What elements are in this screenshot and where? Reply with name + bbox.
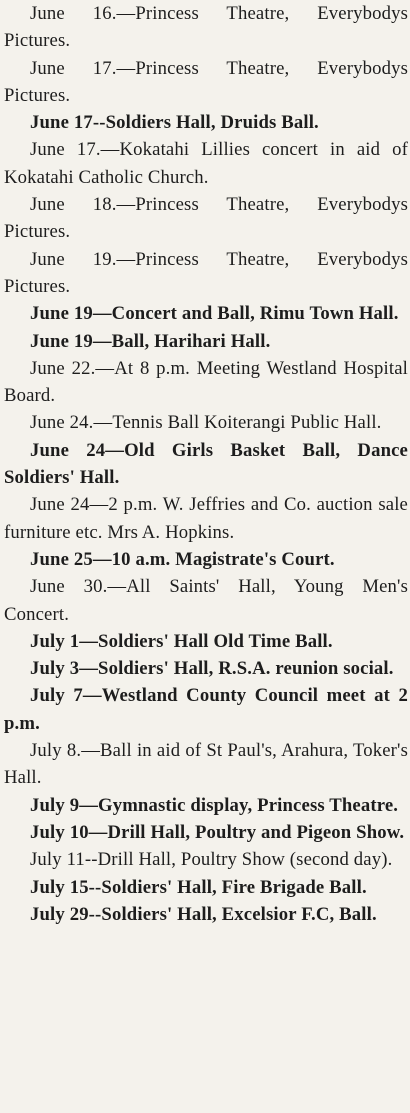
event-entry: June 19—Concert and Ball, Rimu Town Hall. bbox=[30, 303, 399, 325]
event-entry: July 15--Soldiers' Hall, Fire Brigade Ball. bbox=[30, 876, 367, 898]
event-entry: June 25—10 a.m. Magistrate's Court. bbox=[30, 548, 335, 570]
event-entry: June 22.—At 8 p.m. Meeting Westland Hospital Board. bbox=[4, 357, 408, 407]
event-entry: June 24—Old Girls Basket Ball, Dance Soldiers' Hall. bbox=[4, 439, 408, 489]
event-entry: July 11--Drill Hall, Poultry Show (second day). bbox=[30, 849, 393, 871]
event-entry: June 17.—Kokatahi Lillies concert in aid of Kokatahi Catholic Church. bbox=[4, 139, 408, 188]
event-entry: June 17--Soldiers Hall, Druids Ball. bbox=[30, 112, 319, 134]
event-entry: July 1—Soldiers' Hall Old Time Ball. bbox=[30, 630, 333, 652]
event-entry: July 9—Gymnastic display, Princess Theatre. bbox=[30, 794, 399, 816]
event-entry: July 3—Soldiers' Hall, R.S.A. reunion social. bbox=[30, 658, 394, 680]
event-entry: July 8.—Ball in aid of St Paul's, Arahura, Toker's Hall. bbox=[4, 740, 408, 789]
event-entry: June 24—2 p.m. W. Jeffries and Co. auction sale furniture etc. Mrs A. Hopkins. bbox=[4, 494, 408, 543]
event-entry: June 17.—Princess Theatre, Everybodys Pictures. bbox=[4, 57, 408, 106]
event-entry: July 7—Westland County Council meet at 2 p.m. bbox=[4, 685, 408, 734]
event-entry: June 24.—Tennis Ball Koiterangi Public Hall. bbox=[30, 412, 382, 434]
event-entry: June 30.—All Saints' Hall, Young Men's Concert. bbox=[4, 576, 408, 625]
event-entry: June 18.—Princess Theatre, Everybodys Pictures. bbox=[4, 194, 408, 243]
event-entry: July 10—Drill Hall, Poultry and Pigeon Show. bbox=[30, 821, 405, 843]
event-entry: June 16.—Princess Theatre, Everybodys Pictures. bbox=[4, 3, 408, 52]
event-entry: July 29--Soldiers' Hall, Excelsior F.C, Ball. bbox=[30, 903, 377, 925]
event-entry: June 19—Ball, Harihari Hall. bbox=[30, 330, 271, 352]
event-entry: June 19.—Princess Theatre, Everybodys Pictures. bbox=[4, 248, 408, 297]
